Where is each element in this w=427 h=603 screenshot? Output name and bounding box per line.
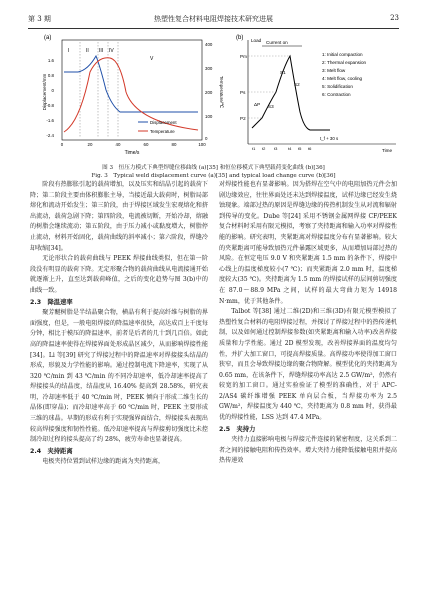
legend-step-5: 5: Solidification [322,84,353,89]
body-paragraph: 阶段有热膨胀引起的载荷增加，以及压实和结晶引起的载荷下降；第二阶段主要由体积膨胀主导，当接近最大载荷时，树脂局部熔化和流动开始发生；第三阶段，由于焊接区域发生宏观熔化和挤出流动，载荷急剧下降；第四阶段，电流被切断，开始冷却，熔融的树脂会继续流动；第五阶段，由于压力减小或黏度增大，树脂停止流动，材料开始固化，载荷曲线的斜率减小；第六阶段，焊缝冷却收缩[34]。 [30,181,208,252]
level-ps: Ps [240,90,246,95]
legend-step-2: 2: Thermal expansion [322,60,367,65]
x-tick-4: 60 [143,142,149,147]
stage-label-5: V [150,56,154,62]
legend-step-6: 6: Contraction [322,92,351,97]
panel-a-ylabel-right: Temperature/℃ [219,75,224,109]
mark-t3: t3 [274,146,278,151]
x-tick-3: 40 [115,142,121,147]
mark-t1: t1 [252,146,256,151]
panel-b-ylabel: Load [251,38,262,43]
y-right-tick-1: 400 [205,42,213,47]
legend-displacement: Displacement [150,120,177,125]
section-heading: 2.3 降温速率 [30,298,73,306]
legend-step-4: 4: Melt flow, cooling [322,76,363,81]
time-note: t_f + 30 s [320,136,339,141]
legend-step-3: 3: Melt flow [322,68,346,73]
panel-a-label: (a) [44,35,52,41]
running-header [28,12,399,29]
body-paragraph: 夹持力直接影响电极与焊接元件连接的紧密程度，这关系到二者之间的接触电阻和传热效率。增大夹持力能降低接触电阻并提高热传递效 [219,436,397,465]
displacement-curve [64,56,198,112]
x-tick-1: 0 [60,142,64,147]
y-right-tick-4: 100 [205,114,213,119]
x-tick-2: 20 [87,142,93,147]
mark-delta-p: ΔP [254,102,261,107]
left-column [30,180,208,468]
panel-a-xlabel: Time/s [124,150,140,156]
stage-label-4: IV [109,48,114,54]
y-left-tick-6: -2.4 [46,133,54,138]
y-left-tick-1: 1.6 [47,58,54,63]
figure-3 [40,32,400,162]
level-pm: Pm [240,54,247,59]
x-tick-5: 80 [171,142,177,147]
stage-label-1: I [68,48,70,54]
mark-t2: t2 [262,146,266,151]
temperature-curve [64,58,198,132]
body-paragraph: 聚芳醚树脂是半结晶聚合物，横晶有利于提高纤维与树脂的界面强度，但是，一般电阻焊接的降温速率很快，高达成百上千度每分钟，相比于模压的降温速率，前者是后者的几十到几百倍。如此高的降温速率使得在焊接界面处形成晶区减少，从而影响焊接性能[34]。Li 等[39] 研究了焊接过程中的降温速率对焊接接头结晶的形成，形貌及力学性能的影响。通过控制电流下降速率，实现了从 320 ℃/min 到 43 ℃/min 的不同冷却速率，低冷却速率提高了焊接接头的结晶度，结晶度从 16.40% 提高到 28.58%，研究表明，冷却速率低于 40 ℃/min 时，PEEK 倾向于形成二维生长的晶体(即穿晶)；而冷却速率高于 60 ℃/min 时，PEEK 主要形成三维的球晶。早期的形成有利于实现强界面结合，焊接接头表现出较高焊接强度和韧性性能。低冷却速率提高与焊接剪切强度比未控制冷却过程的接头提高了约 28%，疲劳寿命也显著提高。 [30,309,208,444]
y-left-tick-5: -1.6 [46,118,54,123]
body-paragraph: 电极夹持位置到试样边缘的距离为夹持距离， [42,458,165,466]
y-left-tick-4: -0.8 [46,103,54,108]
figure-caption-cn: 图 3 恒压力模式下典型焊缝位移曲线 (a)[35] 和恒位移模式下典型载荷变化曲线 (b)[36] [102,165,325,171]
y-left-tick-3: 0 [51,88,54,93]
mark-s2: S2 [294,82,300,87]
y-left-tick-2: 0.8 [47,73,54,78]
load-curve [252,56,330,130]
panel-a-frame [62,40,202,140]
mark-s3: S3 [268,104,274,109]
issue-number: 第 3 期 [28,15,51,23]
mark-s1: S1 [280,70,286,75]
x-tick-6: 100 [198,142,206,147]
body-paragraph: Talbot 等[38] 通过二维(2D)和三维(3D)有限元模型模拟了热塑性复合材料的电阻焊接过程，并探讨了焊接过程中的热传递机制，以及如何通过控制焊接参数(如夹紧距离和输入功率)改善焊接质量和力学性能。通过 2D 模型发现，改善焊接界面的温度均匀性，并扩大加工窗口，可提高焊接质量。高焊接功率使得加工窗口狭窄，而且会导致焊接边缘的聚合物降解。模型优化的夹持距离为 0.65 mm，在该条件下，焊缝焊接功率高达 2.5 GW/m²，仍然有较宽的加工窗口。通过实验验证了模型的准确性，对于 APC-2/AS4 碳纤维增强 PEEK 单向层合板，当焊接功率为 2.5 GW/m²，焊接温度为 440 ℃，夹持距离为 0.8 mm 时，获得最优的焊接性能，LSS 达到 47.4 MPa。 [219,308,397,422]
panel-a-ylabel-left: Displacement/mm [42,73,47,111]
panel-a [42,35,224,156]
level-p2: P2 [240,116,246,121]
current-on-label: Current on [266,40,288,45]
time-axis-label: Time [382,148,393,153]
stage-label-2: II [86,48,89,54]
mark-t5: t5 [298,146,302,151]
section-heading: 2.5 夹持力 [219,425,256,433]
y-right-tick-3: 200 [205,90,213,95]
mark-t4: t4 [288,146,292,151]
journal-article-title: 热塑性复合材料电阻焊接技术研究进展 [154,15,273,23]
legend-temperature: Temperature [150,129,175,134]
y-right-tick-5: 0 [205,136,208,141]
section-heading: 2.4 夹持距离 [30,447,73,455]
legend-step-1: 1: Initial compaction [322,52,363,57]
panel-b-label: (b) [236,35,244,41]
panel-b [236,35,396,153]
stage-label-3: III [99,48,104,54]
right-column [219,180,397,467]
body-paragraph: 无论形状合的载荷曲线与 PEEK 焊接曲线类似，但在第一阶段没有明显的载荷下降。无定形聚合物的载荷曲线从电流接通开始就逐渐上升，直至达到载荷峰值，之后的变化趋势与图 3(b)中的曲线一致。 [30,255,208,294]
mark-t6: t6 [308,146,312,151]
page-number: 23 [390,14,399,22]
figure-caption-en: Fig. 3 Typical weld displacement curve (a)[35] and typical load change curve (b)[36] [91,173,336,179]
body-paragraph: 对焊接性能也有显著影响。因为搭焊在空气中的电阻加热元件会加剧边缘效应，往往界面处还未达到焊接温度，试样边缘已经发生烧蚀现象。端部过热的原因是焊缝边缘的传热机制发生从对流和辐射到传导的变化。Dube 等[24] 采用不锈钢金属网焊接 CF/PEEK 复合材料时采用有限元模拟，考察了夹持距离和输入功率对焊接性能的影响。研究表明，夹紧距离对焊接温度分布有显著影响。较大的夹紧距离可能导致加热元件暴露区域更多，从而增加局部过热的风险。在恒定电压 9.0 V 和夹紧距离 1.5 mm 的条件下，焊接中心线上的温度梯度较小(7 ℃)；而夹紧距离 2.0 mm 时，温度梯度较大(35 ℃)。夹持距离为 1.5 mm 的焊接试样的层间剪切强度在 87.0～88.9 MPa 之间，试样的最大弯曲力矩为 14918 N·mm，优于其他条件。 [219,181,397,305]
y-right-tick-2: 300 [205,66,213,71]
